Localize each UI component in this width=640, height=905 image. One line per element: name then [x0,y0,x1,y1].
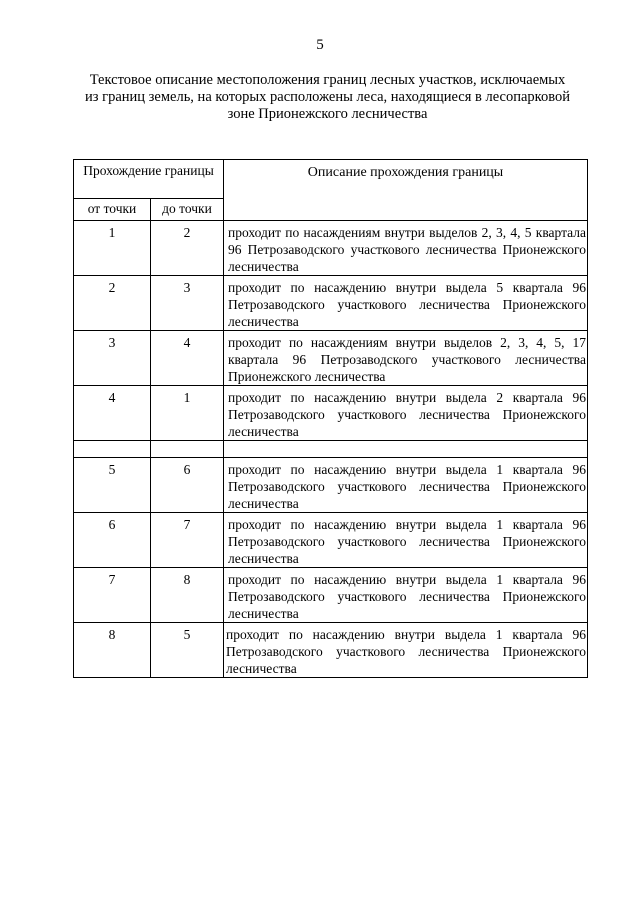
header-from-point: от точки [74,199,151,221]
cell-to: 7 [151,513,224,568]
table-row [74,513,588,568]
cell-description: проходит по насаждениям внутри выделов 2, 3, 4, 5, 17 квартала 96 Петрозаводского участкового лесничества Прионежского лесничества [224,331,588,386]
cell-from: 2 [74,276,151,331]
table-row [74,568,588,623]
table-row [74,458,588,513]
cell-to: 5 [151,623,224,678]
cell-to: 2 [151,221,224,276]
boundary-table [73,159,588,678]
page-number: 5 [316,37,324,53]
cell-description: проходит по насаждению внутри выдела 2 квартала 96 Петрозаводского участкового лесничества Прионежского лесничества [224,386,588,441]
table-separator-row [74,441,588,458]
cell-description: проходит по насаждению внутри выдела 1 квартала 96 Петрозаводского участкового лесничества Прионежского лесничества [224,513,588,568]
table-row [74,221,588,276]
cell-description: проходит по насаждению внутри выдела 1 квартала 96 Петрозаводского участкового лесничества Прионежского лесничества [224,623,588,678]
cell-from: 3 [74,331,151,386]
header-description: Описание прохождения границы [224,160,588,221]
cell-from: 6 [74,513,151,568]
table-row [74,331,588,386]
header-to-point: до точки [151,199,224,221]
title-line-3: зоне Прионежского лесничества [227,106,428,122]
document-title [70,72,585,123]
cell-from: 1 [74,221,151,276]
cell-to: 3 [151,276,224,331]
cell-to: 4 [151,331,224,386]
header-boundary-passage: Прохождение границы [74,160,224,199]
cell-to: 1 [151,386,224,441]
cell-from: 8 [74,623,151,678]
cell-from: 4 [74,386,151,441]
table-row [74,386,588,441]
cell-to: 6 [151,458,224,513]
cell-from: 5 [74,458,151,513]
table-row [74,623,588,678]
cell-description: проходит по насаждению внутри выдела 1 квартала 96 Петрозаводского участкового лесничества Прионежского лесничества [224,568,588,623]
cell-from: 7 [74,568,151,623]
cell-description: проходит по насаждению внутри выдела 1 квартала 96 Петрозаводского участкового лесничества Прионежского лесничества [224,458,588,513]
cell-to: 8 [151,568,224,623]
title-line-2: из границ земель, на которых расположены леса, находящиеся в лесопарковой [85,89,570,105]
table-row [74,276,588,331]
cell-description: проходит по насаждению внутри выдела 5 квартала 96 Петрозаводского участкового лесничества Прионежского лесничества [224,276,588,331]
cell-description: проходит по насаждениям внутри выделов 2, 3, 4, 5 квартала 96 Петрозаводского участкового лесничества Прионежского лесничества [224,221,588,276]
title-line-1: Текстовое описание местоположения границ лесных участков, исключаемых [89,72,566,88]
